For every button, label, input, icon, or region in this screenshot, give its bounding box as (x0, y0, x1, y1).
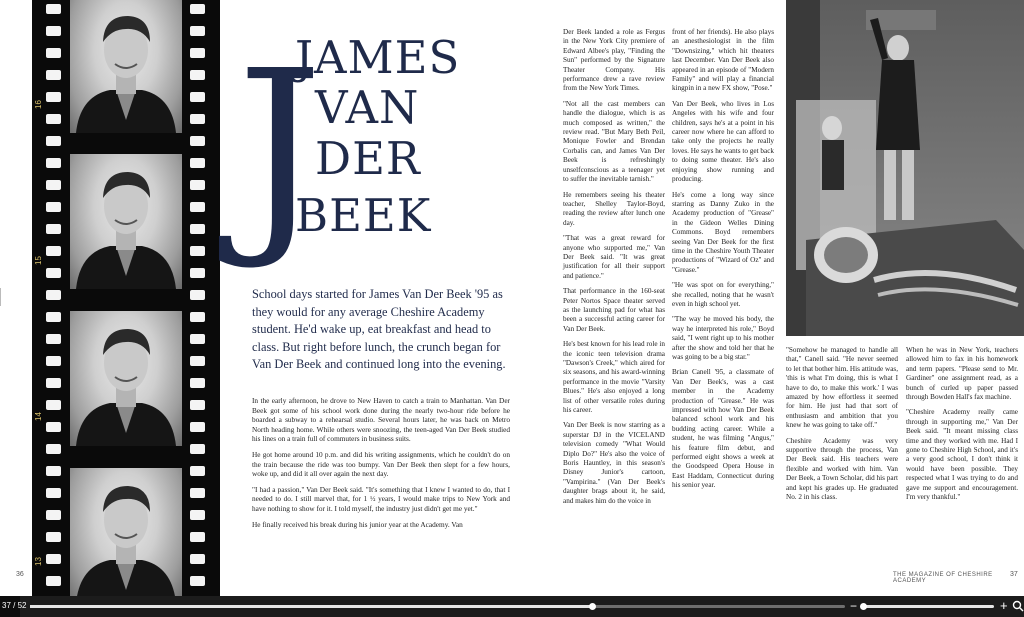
sprocket-hole-right (190, 422, 205, 432)
column-3 (672, 28, 774, 497)
sprocket-hole-right (190, 312, 205, 322)
prev-page-arrow[interactable] (0, 288, 7, 306)
sprocket-hole-left (46, 4, 61, 14)
sprocket-hole-right (190, 158, 205, 168)
sprocket-hole-right (190, 70, 205, 80)
portrait-frame-1 (70, 0, 182, 133)
portrait-frame-2 (70, 154, 182, 289)
zoom-in-button[interactable]: + (1000, 598, 1008, 613)
sprocket-hole-left (46, 444, 61, 454)
col2-para: Van Der Beek is now starring as a superstar DJ in the VICELAND television comedy "What Would Diplo Do?" He's also the voice of Boris Hauntley, in this season's Disney Junior's cartoon, "Vampirina." (Van Der Beek's daughter brags about it, he said, and makes him do the voice in (563, 421, 665, 505)
sprocket-hole-right (190, 510, 205, 520)
sprocket-hole-right (190, 224, 205, 234)
sprocket-hole-left (46, 554, 61, 564)
sprocket-hole-left (46, 224, 61, 234)
grease-stage-photo (786, 0, 1024, 336)
sprocket-hole-right (190, 114, 205, 124)
sprocket-hole-right (190, 4, 205, 14)
title-line-1: JAMES (295, 31, 461, 84)
col3-para: front of her friends). He also plays an anesthesiologist in the film "Downsizing," which hit theaters last December. Van Der Beek also appeared in an episode of "Modern Family" and will play a financial kingpin in a new FX show, "Pose." (672, 28, 774, 93)
sprocket-hole-right (190, 576, 205, 586)
sprocket-hole-left (46, 268, 61, 278)
sprocket-hole-left (46, 246, 61, 256)
sprocket-hole-right (190, 48, 205, 58)
col5-para: When he was in New York, teachers allowed him to fax in his homework and term papers. "Please send to Mr. Gardiner" one assignment read, as a bunch of curled up paper passed through Bowden Hall's fax machine. (906, 346, 1018, 402)
sprocket-hole-left (46, 202, 61, 212)
col1-para: In the early afternoon, he drove to New Haven to catch a train to Manhattan. Van Der Beek got some of his school work done during the nearly two-hour ride before he boarded a subway to a rehearsal studio. Several hours later, he was back on Metro North heading home. While others were snoozing, the teen-aged Van Der Beek studied his lines on a train full of commuters in business suits. (252, 396, 510, 444)
sprocket-hole-right (190, 488, 205, 498)
sprocket-hole-right (190, 356, 205, 366)
zoom-out-button[interactable]: − (850, 599, 858, 613)
sprocket-hole-left (46, 400, 61, 410)
sprocket-hole-left (46, 378, 61, 388)
intro-paragraph: School days started for James Van Der Beek '95 as they would for any average Cheshire Academy student. He'd wake up, eat breakfast and head to class. But right before lunch, the crunch began for Van Der Beek and continued long into the evening. (252, 287, 506, 372)
col3-para: He's come a long way since starring as Danny Zuko in the Academy production of "Grease" in the Gideon Welles Dining Commons. Boyd remembers seeing Van Der Beek for the first time in the Cheshire Youth Theater productions of "Wizard of Oz" and "Grease." (672, 190, 774, 274)
portrait-photo (70, 0, 182, 133)
sprocket-hole-left (46, 488, 61, 498)
sprocket-hole-left (46, 422, 61, 432)
sprocket-hole-left (46, 576, 61, 586)
right-page-number: 37 (1010, 571, 1018, 578)
film-number-3: 14 (33, 412, 43, 421)
portrait-frame-4 (70, 468, 182, 596)
page-indicator: 37 / 52 (2, 601, 27, 610)
column-5 (906, 346, 1018, 509)
viewer-toolbar (0, 596, 1024, 617)
article-title (237, 25, 537, 274)
zoom-slider[interactable] (862, 605, 994, 608)
col2-para: "That was a great reward for anyone who supported me," Van Der Beek said. "It was great justification for all their support and patience." (563, 234, 665, 280)
column-1 (252, 396, 510, 535)
left-page-number: 36 (16, 571, 24, 578)
scrubber-handle[interactable] (589, 603, 596, 610)
sprocket-hole-left (46, 180, 61, 190)
sprocket-hole-left (46, 466, 61, 476)
portrait-photo (70, 311, 182, 446)
scrubber-progress (30, 605, 593, 608)
col3-para: "The way he moved his body, the way he interpreted his role," Boyd said, "I went right up to his mother after the show and told her that he was going to be a big star." (672, 315, 774, 361)
sprocket-hole-right (190, 180, 205, 190)
sprocket-hole-left (46, 136, 61, 146)
sprocket-hole-left (46, 334, 61, 344)
title-line-3: DER (315, 132, 421, 185)
film-number-4: 13 (33, 557, 43, 566)
sprocket-hole-right (190, 290, 205, 300)
sprocket-hole-left (46, 48, 61, 58)
film-number-2: 15 (33, 256, 43, 265)
column-2 (563, 28, 665, 512)
col2-para: He's best known for his lead role in the iconic teen television drama "Dawson's Creek," which aired for six seasons, and his award-winning performance in the movie "Varsity Blues." He's also enjoyed a long list of other versatile roles during his career. (563, 340, 665, 415)
col3-para: Van Der Beek, who lives in Los Angeles with his wife and four children, says he's at a point in his career now where he can afford to take only the projects he really loves. He says he wants to get back to doing some theater. He's also enjoying show running and producing. (672, 99, 774, 184)
portrait-photo (70, 468, 182, 596)
sprocket-hole-left (46, 26, 61, 36)
sprocket-hole-right (190, 400, 205, 410)
sprocket-hole-left (46, 92, 61, 102)
portrait-photo (70, 154, 182, 289)
col4-para: Cheshire Academy was very supportive through the process, Van Der Beek said. His teachers were flexible and worked with him. Van Der Beek, a Town Scholar, did his part and kept his grades up. He graduated No. 2 in his class. (786, 436, 898, 502)
column-4 (786, 346, 898, 509)
col2-para: Der Beek landed a role as Fergus in the New York City premiere of Edward Albee's play, "Finding the Sun" performed by the Signature Theater Company. His performance drew a rave review from the New York Times. (563, 28, 665, 93)
col1-para: He finally received his break during his junior year at the Academy. Van (252, 519, 463, 529)
sprocket-hole-right (190, 532, 205, 542)
col2-para: "Not all the cast members can handle the dialogue, which is as much composed as written," the review read. "But Mary Beth Peil, Monique Fowler and Brendan Corbalis can, and James Van Der Beek is refreshingly unselfconscious as a teenager yet to suffer the inevitable tarnish." (563, 99, 665, 184)
sprocket-hole-right (190, 26, 205, 36)
col2-para: He remembers seeing his theater teacher, Shelley Taylor-Boyd, reading the review after lunch one day. (563, 190, 665, 227)
sprocket-hole-left (46, 158, 61, 168)
sprocket-hole-right (190, 334, 205, 344)
sprocket-hole-right (190, 92, 205, 102)
sprocket-hole-left (46, 290, 61, 300)
page-scrubber-track[interactable] (30, 605, 845, 608)
col4-para: "Somehow he managed to handle all that," Canell said. "He never seemed to let that bother him. His attitude was, 'this is what I'm doing, this is what I have to do, to make this work.' I was amazed by how effortless it seemed for him. He just had that sort of enthusiasm and ambition that you knew he was going to take off." (786, 346, 898, 430)
col5-para: "Cheshire Academy really came through in supporting me," Van Der Beek said. "It meant missing class time and they worked with me. Had I gone to Cheshire High School, and it's a very good school, I don't think it would have been possible. They respected what I was trying to do and gave me support and encouragement. I'm very thankful." (906, 408, 1018, 502)
sprocket-hole-right (190, 202, 205, 212)
magazine-footer: THE MAGAZINE OF CHESHIRE ACADEMY (893, 572, 993, 584)
sprocket-hole-left (46, 114, 61, 124)
col2-para: That performance in the 160-seat Peter Nortos Space theater served as the launching pad for what has been a successful acting career for Van Der Beek. (563, 287, 665, 333)
sprocket-hole-right (190, 136, 205, 146)
sprocket-hole-right (190, 378, 205, 388)
title-line-2: VAN (315, 81, 420, 134)
col3-para: "He was spot on for everything," she recalled, noting that he wasn't even in high school yet. (672, 281, 774, 308)
sprocket-hole-left (46, 312, 61, 322)
sprocket-hole-right (190, 268, 205, 278)
sprocket-hole-right (190, 444, 205, 454)
col1-para: He got home around 10 p.m. and did his writing assignments, which he couldn't do on the train because the ride was too bumpy. Van Der Beek then slept for a few hours, woke up, and did it all over again the next day. (252, 449, 510, 479)
sprocket-hole-left (46, 510, 61, 520)
title-line-4: BEEK (295, 189, 432, 242)
film-number-1: 16 (33, 100, 43, 109)
sprocket-hole-left (46, 356, 61, 366)
sprocket-hole-right (190, 466, 205, 476)
col3-para: Brian Canell '95, a classmate of Van Der Beek's, was a cast member in the Academy production of "Grease." He was impressed with how Van Der Beek balanced school work and his budding acting career. While a student, he was filming "Angus," his feature film debut, and performed eight shows a week at the Goodspeed Opera House in East Haddam, Connecticut during his senior year. (672, 368, 774, 490)
search-zoom-icon[interactable] (1012, 600, 1024, 612)
portrait-frame-3 (70, 311, 182, 446)
sprocket-hole-right (190, 246, 205, 256)
col1-para: "I had a passion," Van Der Beek said. "It's something that I knew I wanted to do, that I needed to do. I still marvel that, for 1 ½ years, I would make trips to New York and have nothing to show for it. I told myself, the industry just didn't get me yet." (252, 484, 510, 513)
title-initial-j: J (237, 25, 324, 274)
sprocket-hole-right (190, 554, 205, 564)
zoom-handle[interactable] (860, 603, 867, 610)
sprocket-hole-left (46, 532, 61, 542)
film-strip (32, 0, 220, 596)
sprocket-hole-left (46, 70, 61, 80)
